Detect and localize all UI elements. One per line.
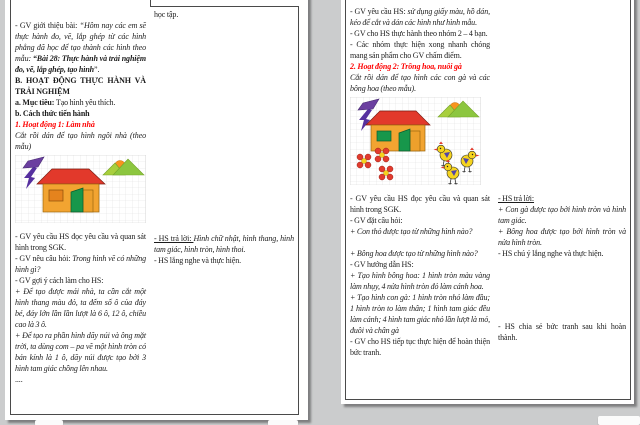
student-text-top <box>154 9 294 20</box>
paragraph: b. Cách thức tiến hành <box>15 109 90 118</box>
paragraph: - Các nhóm thực hiện xong nhanh chóng mang sản phẩm cho GV chấm điểm. <box>350 40 490 60</box>
teacher-activity-column-page2 <box>345 0 495 400</box>
paragraph: + Con thỏ được tạo từ những hình nào? <box>350 227 473 236</box>
student-activity-column-page1 <box>150 6 299 415</box>
page-2[interactable] <box>341 0 634 404</box>
paragraph: + Bông hoa được tạo từ những hình nào? <box>350 249 478 258</box>
teacher-activity-column-page1 <box>10 0 151 415</box>
door <box>399 129 410 151</box>
paragraph: + Con gà được tạo bởi hình tròn và hình tam giác. <box>498 205 626 225</box>
student-answers-text <box>154 233 294 266</box>
paragraph: - HS chia sẻ bức tranh sau khi hoàn thành. <box>498 322 626 342</box>
paragraph: học tập. <box>154 10 179 19</box>
next-page-edge <box>268 420 298 425</box>
house-shape <box>366 111 430 151</box>
lesson-intro-text <box>15 20 146 152</box>
door <box>71 188 83 212</box>
empty-space <box>498 6 626 193</box>
window <box>377 131 391 141</box>
paragraph: + Bông hoa được tạo bởi hình tròn và nửa hình tròn. <box>498 227 626 247</box>
house-shape <box>37 169 105 212</box>
paragraph: - GV yêu cầu HS đọc yêu cầu và quan sát hình trong SGK. <box>350 194 490 214</box>
teacher-guidance-text <box>15 231 146 385</box>
student-sharing-text <box>498 321 626 343</box>
paragraph: a. Mục tiêu: Tạo hình yêu thích. <box>15 98 116 107</box>
paragraph: - GV cho HS tiếp tục thực hiện để hoàn thiện bức tranh. <box>350 337 490 357</box>
house-illustration <box>15 155 146 223</box>
paragraph: - GV gợi ý cách làm cho HS: <box>15 276 104 285</box>
paragraph: Cắt rồi dán để tạo hình các con gà và các bông hoa (theo mẫu). <box>350 73 490 93</box>
page-1[interactable] <box>5 0 308 420</box>
paragraph: + Để tạo được mái nhà, ta cần cắt một hình thang màu đỏ, ta đếm số ô của đáy bé, đáy lớn lần lần lượt là 6 ô, 12 ô, chiều cao là 3 ô. <box>15 287 146 329</box>
next-page-edge <box>598 416 640 425</box>
farm-illustration <box>350 97 481 185</box>
paragraph: - HS chú ý lắng nghe và thực hiện. <box>498 249 604 258</box>
paragraph: 2. Hoạt động 2: Trồng hoa, nuôi gà <box>350 62 462 71</box>
student-answers-text <box>498 193 626 259</box>
house-grid-figure <box>15 155 146 228</box>
empty-space <box>498 259 626 321</box>
paragraph: - GV yêu cầu HS: sử dụng giấy màu, hồ dán, kéo để cắt và dán các hình như hình mẫu. <box>350 7 490 27</box>
paragraph: + Để tạo ra phần hình dãy núi và ông mặt trời, ta dùng com – pa vẽ một hình tròn có bán kính là 1 ô, dãy núi được tạo bởi 3 hình tam giác chồng lên nhau. <box>15 331 146 373</box>
paragraph: + Tạo hình con gà: 1 hình tròn nhỏ làm đầu; 1 hình tròn to làm thân; 1 hình tam giác đều làm cánh; 4 hình tam giác nhỏ lần lượt là mỏ, đuôi và chân gà <box>350 293 491 335</box>
paragraph: - GV yêu cầu HS đọc yêu cầu và quan sát hình trong SGK. <box>15 232 146 252</box>
paragraph: - GV nêu câu hỏi: Trong hình vẽ có những hình gì? <box>15 254 147 274</box>
paragraph: - GV hướng dẫn HS: <box>350 260 414 269</box>
door-frame <box>410 131 420 151</box>
paragraph: - GV đặt câu hỏi: <box>350 216 403 225</box>
student-activity-column-page2 <box>494 0 631 400</box>
farm-grid-figure <box>350 97 490 190</box>
paragraph: .... <box>15 375 23 384</box>
paragraph: B. HOẠT ĐỘNG THỰC HÀNH VÀ TRẢI NGHIỆM <box>15 76 146 96</box>
paragraph: 1. Hoạt động 1: Làm nhà <box>15 120 95 129</box>
paragraph: - HS lắng nghe và thực hiện. <box>154 256 242 265</box>
empty-space <box>154 20 294 233</box>
paragraph <box>350 237 490 248</box>
next-page-edge <box>35 420 63 425</box>
paragraph: - HS trả lời: <box>498 194 535 203</box>
activity2-guidance-text <box>350 193 490 358</box>
door-frame <box>83 190 93 212</box>
paragraph: - GV cho HS thực hành theo nhóm 2 – 4 bạn. <box>350 29 488 38</box>
paragraph: + Tạo hình bông hoa: 1 hình tròn màu vàng làm nhụy, 4 nửa hình tròn đỏ làm cánh hoa. <box>350 271 490 291</box>
paragraph: - HS trả lời: Hình chữ nhật, hình thang, hình tam giác, hình tròn, hình thoi. <box>154 234 294 254</box>
paragraph: - GV giới thiệu bài: “Hôm nay các em sẽ thực hành đo, vẽ, lắp ghép từ các hình phẳng đã học để tạo thành các hình theo mẫu: “Bài 28: Thực hành và trải nghiệm đo, vẽ, lắp ghép, tạo hình”. <box>15 21 146 74</box>
window <box>49 190 63 201</box>
activity2-intro-text <box>350 6 490 94</box>
paragraph: Cắt rồi dán để tạo hình ngôi nhà (theo mẫu) <box>15 131 146 151</box>
